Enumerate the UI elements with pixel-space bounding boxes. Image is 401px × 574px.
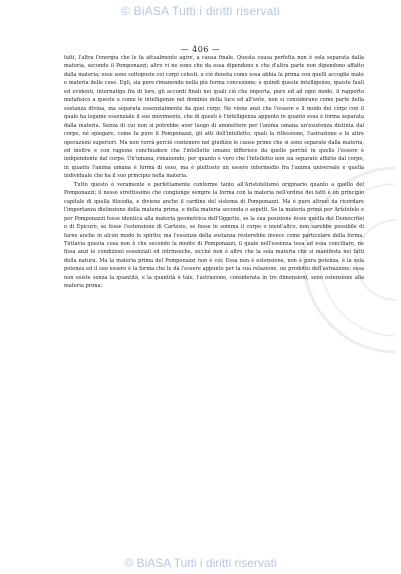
paragraph: fatti, l'altra l'energia che le fa attualmente agire, a causa finale. Questa causa perfetta non è sola separata dalla materia, secondo il Pomponazzi; altro vi ne sono che da essa dipendono e che d'altra parte non dipendono affatto dalla materia; esse sono sottoposte coi corpi celesti, e ciò denota come essa abbia la prima con quelli accoglie mate e materia delle cose. Egli, sia pure rimanendo nella più ferma concezione; e quindi queste intelligenze, queste fauli ed evidenti, internatigo fra di loro, gli accordi finali nei quali ciò che importa, pure ed ad ogni modo, il rapporto metafisico a queste e come le intelligenze nel dominio della luce ed all'ente, non si considerano come parte della sostanza divina, ma separata essenzialmente da quei corpi. Ne viene anzi che l'essere e il modo dei corpi con il quale ha legame essenziale il suo movimento, che di questi è l'intelligenza appunto in quanto essa è forma separata dalla materia. Senza di cui non si potrebbe aver luogo di ammettere per l'anima umana un'esistenza distinta dal corpo, né spiegare, come fa pure il Pomponazzi, gli atti dell'intelletto, quali la riflessione, l'astrazione e le altre operazioni superiori. Ma non vorrà perciò contenere nel giudizio le cause prime che si sono separate dalla materia, ed inoltre e con ragione conchiudere che l'intelletto umano differisce da quelle perché in quelle l'essere è indipendente dal corpo. Un'umana, rimanendo, per quanto è vero che l'intelletto non sia separato affatto dal corpo, in quanto l'anima umana è forma di esso, ma è piuttosto un essere intermedio fra l'anima universale e quella individuale che ha il suo principio nella materia. <box>64 55 364 180</box>
page-number: — 406 — <box>180 45 221 54</box>
watermark-bottom: © BiASA Tutti i diritti riservati <box>124 556 277 570</box>
watermark-top: © BiASA Tutti i diritti riservati <box>121 4 280 18</box>
body-text <box>64 54 364 544</box>
paragraph: Tutto questo è veramente e perfettamente conforme tanto all'Aristotelismo originario quanto a quello del Pomponazzi; il nesso strettissimo che congiunge sempre la forma con la materia nell'ordine dei fatti è un principio capitale di quella filosofia, e diviene anche il cardine del sistema di Pomponazzi. Ma è pure altresì da ricordare l'importanza distinzione della materia prima, e della materia seconda o aspetti. Se la materia prima per Aristotele e per Pomponazzi fosse identica alla materia geometrica dell'Oggetto, se la sua posizione fosse quella dei Democritei o di Epicuro, se fosse l'estensione di Cartesio, se fosse in somma il corpo o nient'altro, non sarebbe possibile di farne anche in alcun modo lo spirito; ma l'essenza della sostanza resterebbe invece come particolare della forma. Tuttavia questa cosa non è che secondo la mente di Pomponazzi, il quale nell'essenza tesa ad essa conciliare, ne fissa anzi le condizioni essenziali ed intrinseche, sicché non è altro che la sola materia che si manifesta nei fatti della natura. Ma la materia prima del Pomponazzi non è ciò; Essa non è estensione, non è pura potenza, è la sola potenza ed il suo essere è la forma che le dà l'essere appunto per la sua relazione, un prodotto dell'astrazione; essa non esiste senza la quantità, e la quantità è tale, l'astrazione, considerata in tre dimensioni, sono estensione alla materia prima; <box>64 181 364 290</box>
